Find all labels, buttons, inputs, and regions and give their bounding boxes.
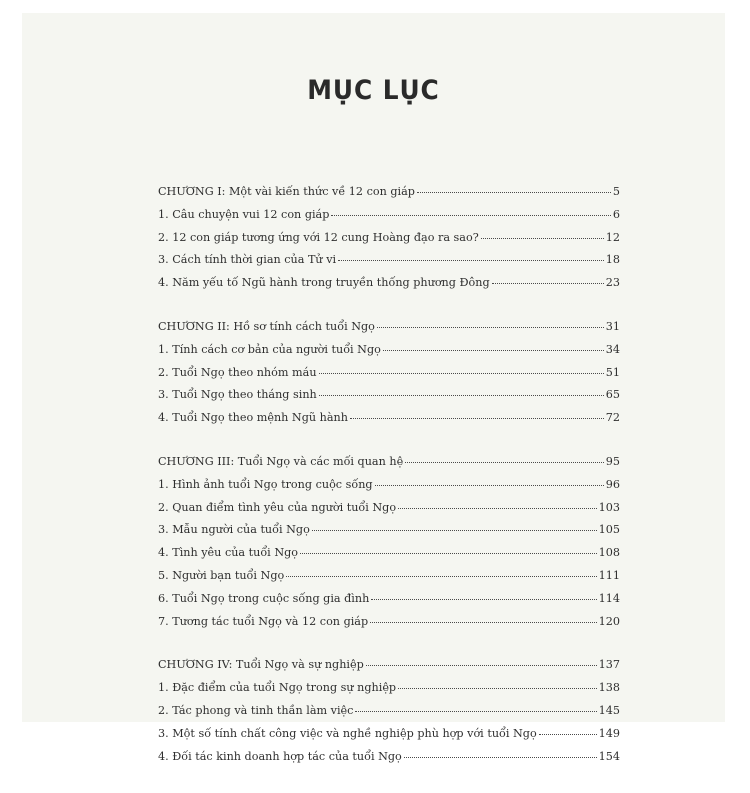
dot-leader xyxy=(539,734,597,735)
toc-section xyxy=(158,320,620,434)
entry-label: 1. Hình ảnh tuổi Ngọ trong cuộc sống xyxy=(158,477,373,491)
toc-entry xyxy=(158,704,620,727)
entry-page-number: 18 xyxy=(605,253,620,267)
entry-label: 3. Cách tính thời gian của Tử vi xyxy=(158,253,337,267)
dot-leader xyxy=(300,553,597,554)
toc-entry xyxy=(158,592,620,615)
entry-label: 1. Câu chuyện vui 12 con giáp xyxy=(158,207,330,221)
entry-page-number: 12 xyxy=(605,230,620,244)
toc-entry xyxy=(158,388,620,411)
entry-page-number: 154 xyxy=(598,749,620,763)
entry-label: 2. 12 con giáp tương ứng với 12 cung Hoàng đạo ra sao? xyxy=(158,230,479,244)
dot-leader xyxy=(492,283,604,284)
dot-leader xyxy=(338,260,604,261)
dot-leader xyxy=(319,373,604,374)
dot-leader xyxy=(370,622,597,623)
toc-entry xyxy=(158,546,620,569)
dot-leader xyxy=(286,576,596,577)
entry-page-number: 31 xyxy=(605,319,620,333)
entry-label: 3. Mẫu người của tuổi Ngọ xyxy=(158,523,310,537)
toc-entry xyxy=(158,253,620,276)
entry-page-number: 111 xyxy=(598,568,620,582)
entry-label: 4. Tình yêu của tuổi Ngọ xyxy=(158,546,299,560)
dot-leader xyxy=(375,485,604,486)
toc-entry xyxy=(158,231,620,254)
dot-leader xyxy=(366,665,597,666)
entry-label: 3. Tuổi Ngọ theo tháng sinh xyxy=(158,388,317,402)
dot-leader xyxy=(319,395,604,396)
entry-page-number: 108 xyxy=(598,546,620,560)
entry-label: 2. Tác phong và tinh thần làm việc xyxy=(158,703,354,717)
toc-entry xyxy=(158,681,620,704)
dot-leader xyxy=(312,530,597,531)
chapter-entry xyxy=(158,455,620,478)
toc-entry xyxy=(158,569,620,592)
entry-page-number: 120 xyxy=(598,614,620,628)
dot-leader xyxy=(331,215,610,216)
entry-label: 4. Năm yếu tố Ngũ hành trong truyền thống phương Đông xyxy=(158,276,490,290)
entry-label: CHƯƠNG III: Tuổi Ngọ và các mối quan hệ xyxy=(158,454,404,468)
entry-label: 1. Tính cách cơ bản của người tuổi Ngọ xyxy=(158,342,381,356)
dot-leader xyxy=(481,238,604,239)
toc-entry xyxy=(158,343,620,366)
entry-page-number: 51 xyxy=(605,365,620,379)
toc-entry xyxy=(158,615,620,638)
toc-entry xyxy=(158,478,620,501)
entry-page-number: 23 xyxy=(605,276,620,290)
entry-page-number: 103 xyxy=(598,500,620,514)
chapter-entry xyxy=(158,658,620,681)
toc-entry xyxy=(158,501,620,524)
entry-page-number: 65 xyxy=(605,388,620,402)
dot-leader xyxy=(350,418,604,419)
entry-page-number: 138 xyxy=(598,681,620,695)
entry-page-number: 114 xyxy=(598,591,620,605)
entry-page-number: 95 xyxy=(605,454,620,468)
entry-label: 1. Đặc điểm của tuổi Ngọ trong sự nghiệp xyxy=(158,681,397,695)
entry-page-number: 137 xyxy=(598,658,620,672)
entry-page-number: 5 xyxy=(612,185,620,198)
toc-section xyxy=(158,185,620,299)
entry-label: 4. Đối tác kinh doanh hợp tác của tuổi Ngọ xyxy=(158,749,402,763)
book-page xyxy=(22,13,725,763)
entry-page-number: 145 xyxy=(598,703,620,717)
entry-label: 2. Quan điểm tình yêu của người tuổi Ngọ xyxy=(158,500,397,514)
toc-entry xyxy=(158,523,620,546)
toc-entry xyxy=(158,366,620,389)
entry-label: 6. Tuổi Ngọ trong cuộc sống gia đình xyxy=(158,591,370,605)
dot-leader xyxy=(398,508,597,509)
page-title: MỤC LỤC xyxy=(307,75,440,106)
dot-leader xyxy=(383,350,604,351)
toc-section xyxy=(158,658,620,772)
entry-label: CHƯƠNG II: Hồ sơ tính cách tuổi Ngọ xyxy=(158,319,375,333)
entry-page-number: 34 xyxy=(605,342,620,356)
chapter-entry xyxy=(158,320,620,343)
table-of-contents xyxy=(158,185,620,793)
entry-page-number: 105 xyxy=(598,523,620,537)
entry-label: 5. Người bạn tuổi Ngọ xyxy=(158,568,285,582)
entry-page-number: 96 xyxy=(605,477,620,491)
entry-page-number: 149 xyxy=(598,726,620,740)
dot-leader xyxy=(371,599,596,600)
toc-entry xyxy=(158,276,620,299)
toc-section xyxy=(158,455,620,637)
dot-leader xyxy=(398,688,597,689)
entry-label: CHƯƠNG I: Một vài kiến thức về 12 con giáp xyxy=(158,185,415,198)
chapter-entry xyxy=(158,185,620,208)
dot-leader xyxy=(417,192,611,193)
dot-leader xyxy=(355,711,596,712)
dot-leader xyxy=(377,327,604,328)
dot-leader xyxy=(404,757,597,758)
toc-entry xyxy=(158,750,620,773)
entry-page-number: 6 xyxy=(612,207,620,221)
toc-entry xyxy=(158,411,620,434)
toc-entry xyxy=(158,727,620,750)
toc-entry xyxy=(158,208,620,231)
entry-page-number: 72 xyxy=(605,411,620,425)
entry-label: CHƯƠNG IV: Tuổi Ngọ và sự nghiệp xyxy=(158,658,364,672)
entry-label: 2. Tuổi Ngọ theo nhóm máu xyxy=(158,365,317,379)
dot-leader xyxy=(405,462,604,463)
entry-label: 3. Một số tính chất công việc và nghề nghiệp phù hợp với tuổi Ngọ xyxy=(158,726,537,740)
entry-label: 7. Tương tác tuổi Ngọ và 12 con giáp xyxy=(158,614,369,628)
entry-label: 4. Tuổi Ngọ theo mệnh Ngũ hành xyxy=(158,411,348,425)
